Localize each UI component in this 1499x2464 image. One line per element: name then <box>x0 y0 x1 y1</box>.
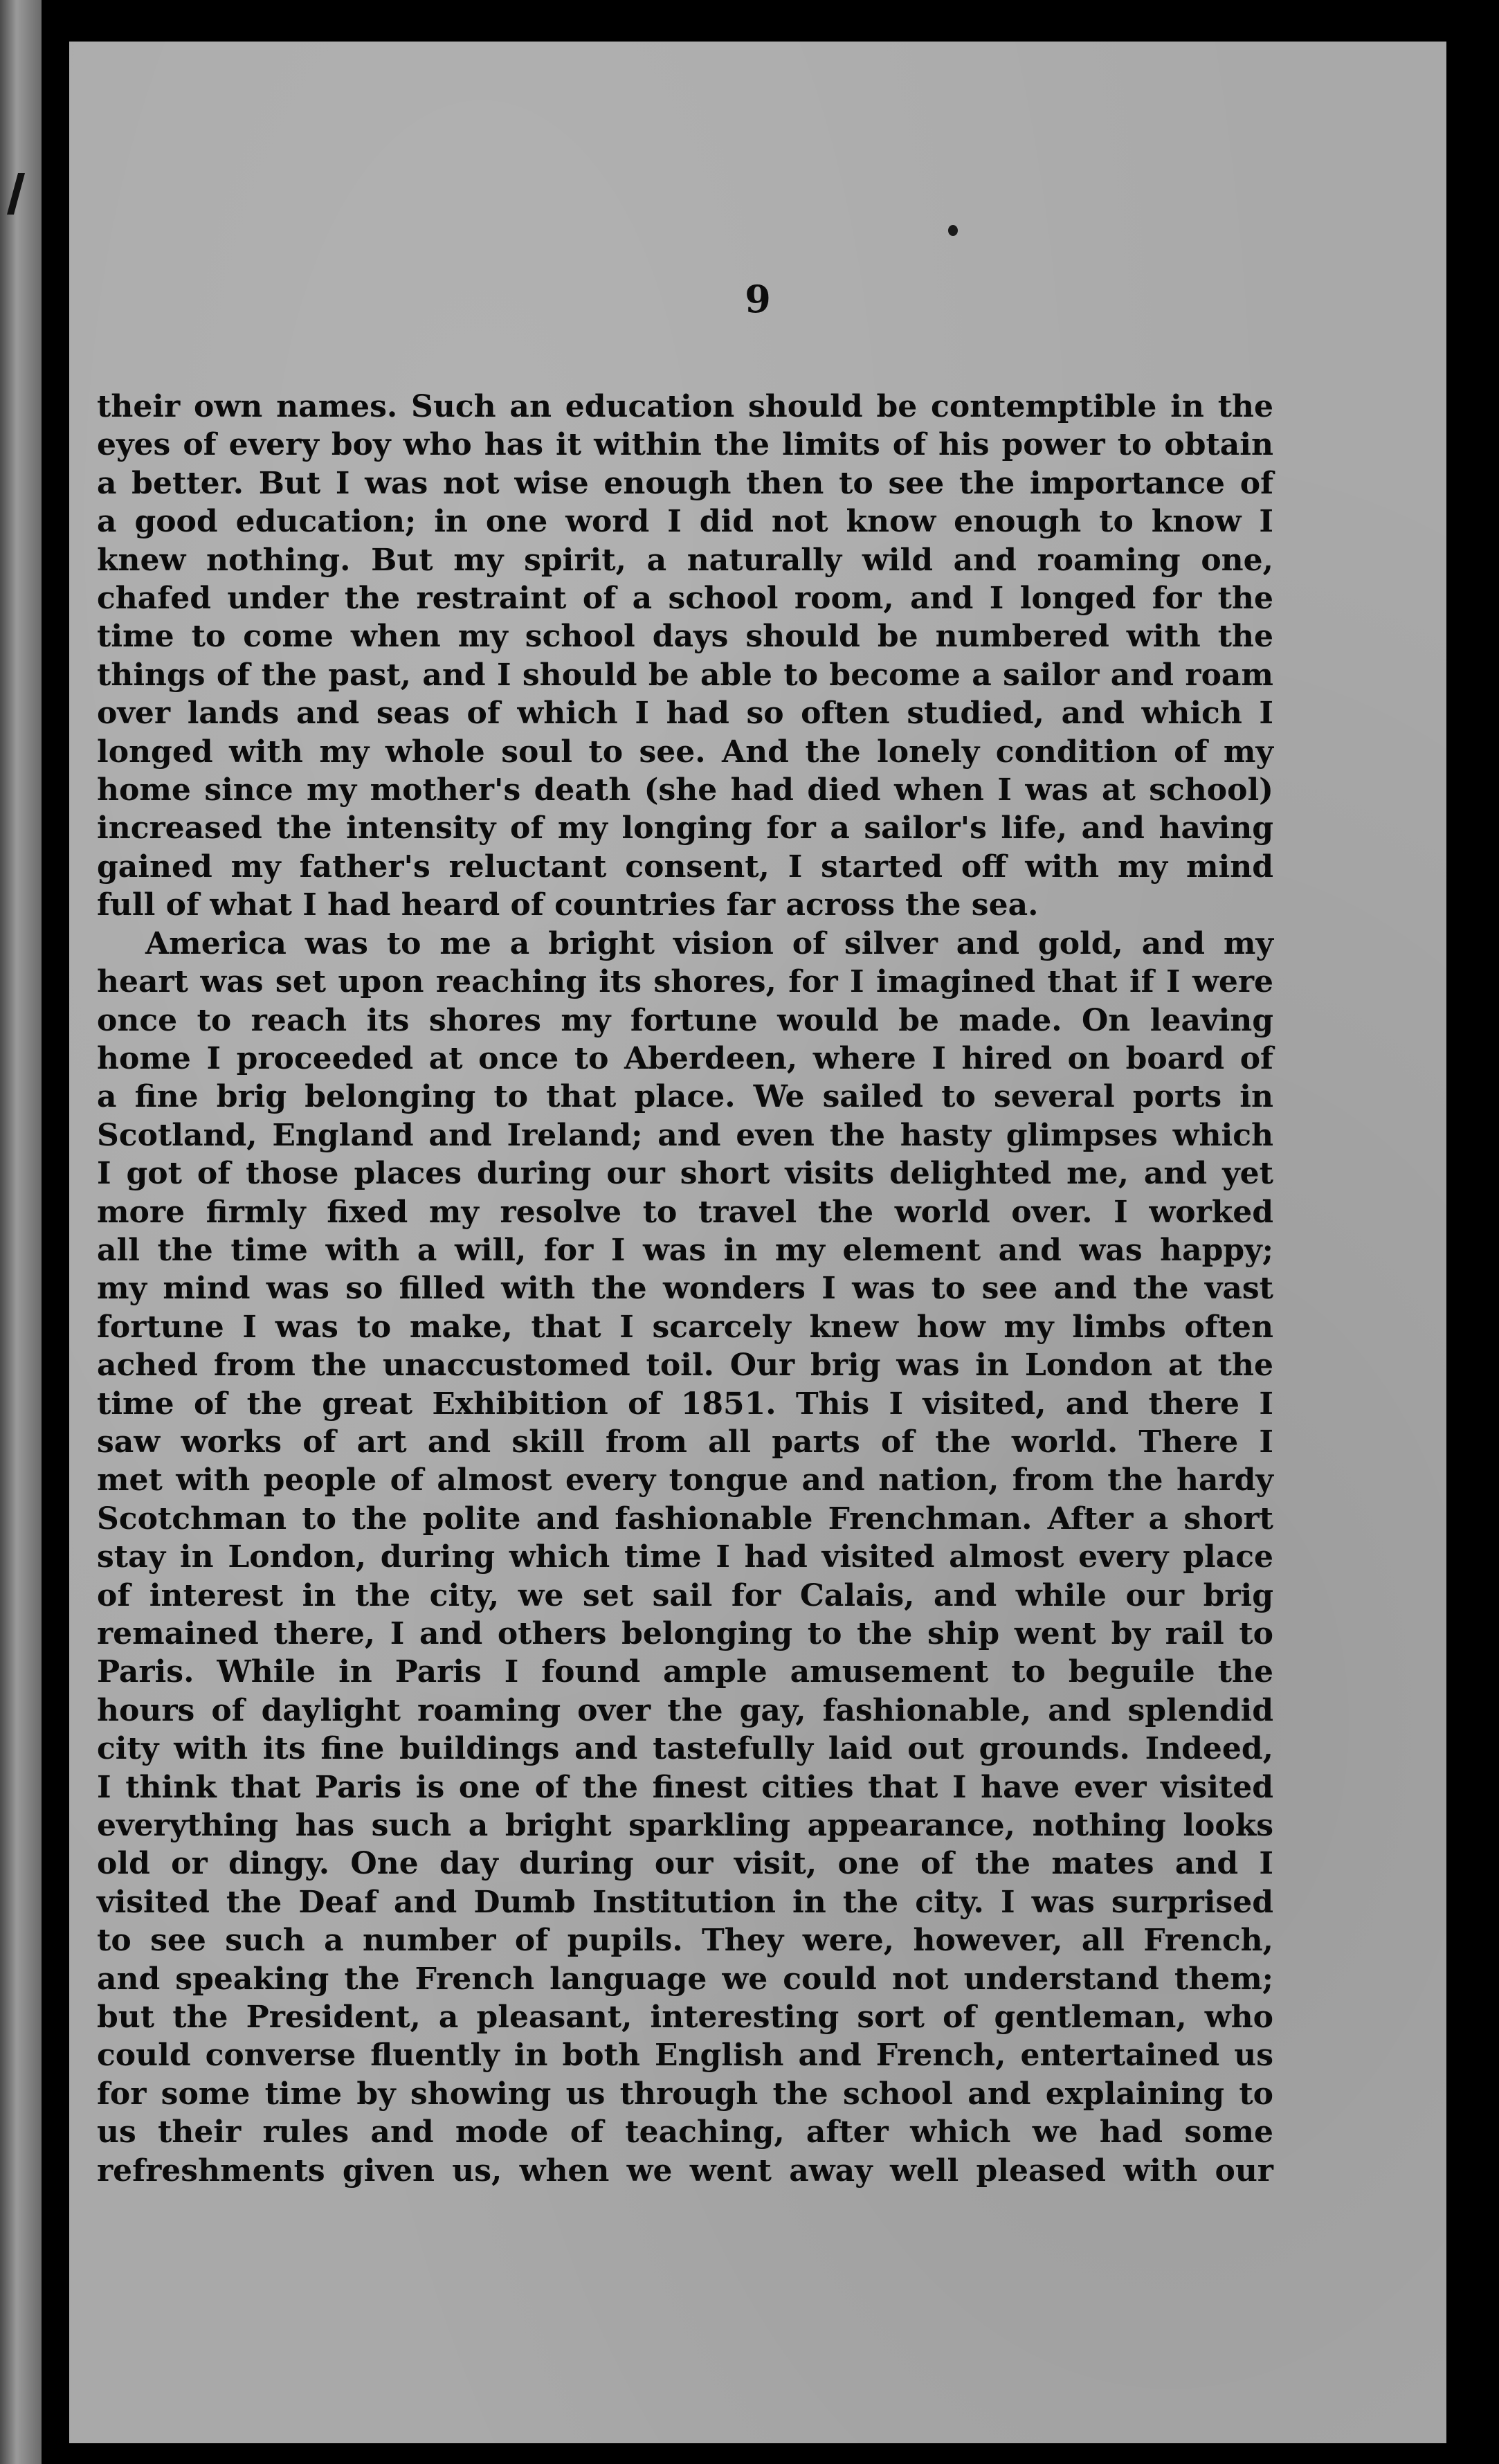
text-line: all the time with a will, for I was in my element and was happy; <box>97 1232 1273 1268</box>
page-edge-mark <box>7 173 25 215</box>
text-line: America was to me a bright vision of silver and gold, and my <box>145 925 1273 961</box>
text-line: heart was set upon reaching its shores, for I imagined that if I were <box>97 964 1273 1000</box>
text-line: home since my mother's death (she had died when I was at school) <box>97 772 1273 808</box>
text-line: chafed under the restraint of a school room, and I longed for the <box>97 581 1273 617</box>
text-line: gained my father's reluctant consent, I started off with my mind <box>97 849 1273 885</box>
text-line: of interest in the city, we set sail for Calais, and while our brig <box>97 1577 1273 1613</box>
text-line: my mind was so filled with the wonders I was to see and the vast <box>97 1271 1273 1307</box>
text-line: met with people of almost every tongue and nation, from the hardy <box>97 1462 1273 1498</box>
text-line: over lands and seas of which I had so often studied, and which I <box>97 696 1273 732</box>
text-line: a better. But I was not wise enough then to see the importance of <box>97 465 1273 501</box>
text-line: hours of daylight roaming over the gay, fashionable, and splendid <box>97 1692 1273 1728</box>
previous-page-edge <box>0 0 42 2464</box>
text-line: time of the great Exhibition of 1851. This I visited, and there I <box>97 1386 1273 1422</box>
book-page <box>69 42 1446 2443</box>
text-line: visited the Deaf and Dumb Institution in the city. I was surprised <box>97 1884 1273 1920</box>
text-line: full of what I had heard of countries far across the sea. <box>97 887 1039 923</box>
page-number: 9 <box>745 277 771 321</box>
text-line: knew nothing. But my spirit, a naturally wild and roaming one, <box>97 542 1273 578</box>
text-line: more firmly fixed my resolve to travel the world over. I worked <box>97 1194 1273 1230</box>
text-line: could converse fluently in both English and French, entertained us <box>97 2038 1273 2074</box>
text-line: Paris. While in Paris I found ample amusement to beguile the <box>97 1654 1273 1690</box>
text-line: fortune I was to make, that I scarcely knew how my limbs often <box>97 1309 1273 1345</box>
text-line: but the President, a pleasant, interesting sort of gentleman, who <box>97 2000 1273 2036</box>
text-line: saw works of art and skill from all parts of the world. There I <box>97 1424 1273 1460</box>
text-line: stay in London, during which time I had visited almost every place <box>97 1539 1273 1575</box>
text-line: I got of those places during our short visits delighted me, and yet <box>97 1156 1273 1192</box>
text-line: increased the intensity of my longing for a sailor's life, and having <box>97 810 1273 846</box>
text-line: remained there, I and others belonging to the ship went by rail to <box>97 1616 1273 1651</box>
text-line: everything has such a bright sparkling appearance, nothing looks <box>97 1808 1273 1844</box>
text-line: I think that Paris is one of the finest cities that I have ever visited <box>97 1769 1273 1805</box>
text-line: Scotchman to the polite and fashionable Frenchman. After a short <box>97 1501 1273 1537</box>
text-line: longed with my whole soul to see. And the lonely condition of my <box>97 734 1273 770</box>
text-line: once to reach its shores my fortune would be made. On leaving <box>97 1002 1273 1038</box>
text-line: and speaking the French language we could not understand them; <box>97 1961 1273 1997</box>
page-body-text <box>97 388 1273 2190</box>
text-line: for some time by showing us through the school and explaining to <box>97 2076 1273 2112</box>
text-line: to see such a number of pupils. They were, however, all French, <box>97 1923 1273 1959</box>
text-line: Scotland, England and Ireland; and even the hasty glimpses which <box>97 1117 1273 1153</box>
text-line: a good education; in one word I did not know enough to know I <box>97 504 1273 540</box>
text-line: home I proceeded at once to Aberdeen, where I hired on board of <box>97 1040 1273 1076</box>
text-line: ached from the unaccustomed toil. Our brig was in London at the <box>97 1348 1273 1384</box>
text-line: old or dingy. One day during our visit, one of the mates and I <box>97 1846 1273 1882</box>
ink-speck <box>948 225 958 236</box>
text-line: their own names. Such an education should be contemptible in the <box>97 389 1273 424</box>
text-line: refreshments given us, when we went away well pleased with our <box>97 2153 1273 2189</box>
text-line: a fine brig belonging to that place. We sailed to several ports in <box>97 1079 1273 1115</box>
text-line: eyes of every boy who has it within the limits of his power to obtain <box>97 427 1273 463</box>
text-line: things of the past, and I should be able to become a sailor and roam <box>97 657 1273 693</box>
text-line: time to come when my school days should be numbered with the <box>97 619 1273 655</box>
text-line: city with its fine buildings and tastefully laid out grounds. Indeed, <box>97 1731 1273 1767</box>
text-line: us their rules and mode of teaching, after which we had some <box>97 2114 1273 2150</box>
